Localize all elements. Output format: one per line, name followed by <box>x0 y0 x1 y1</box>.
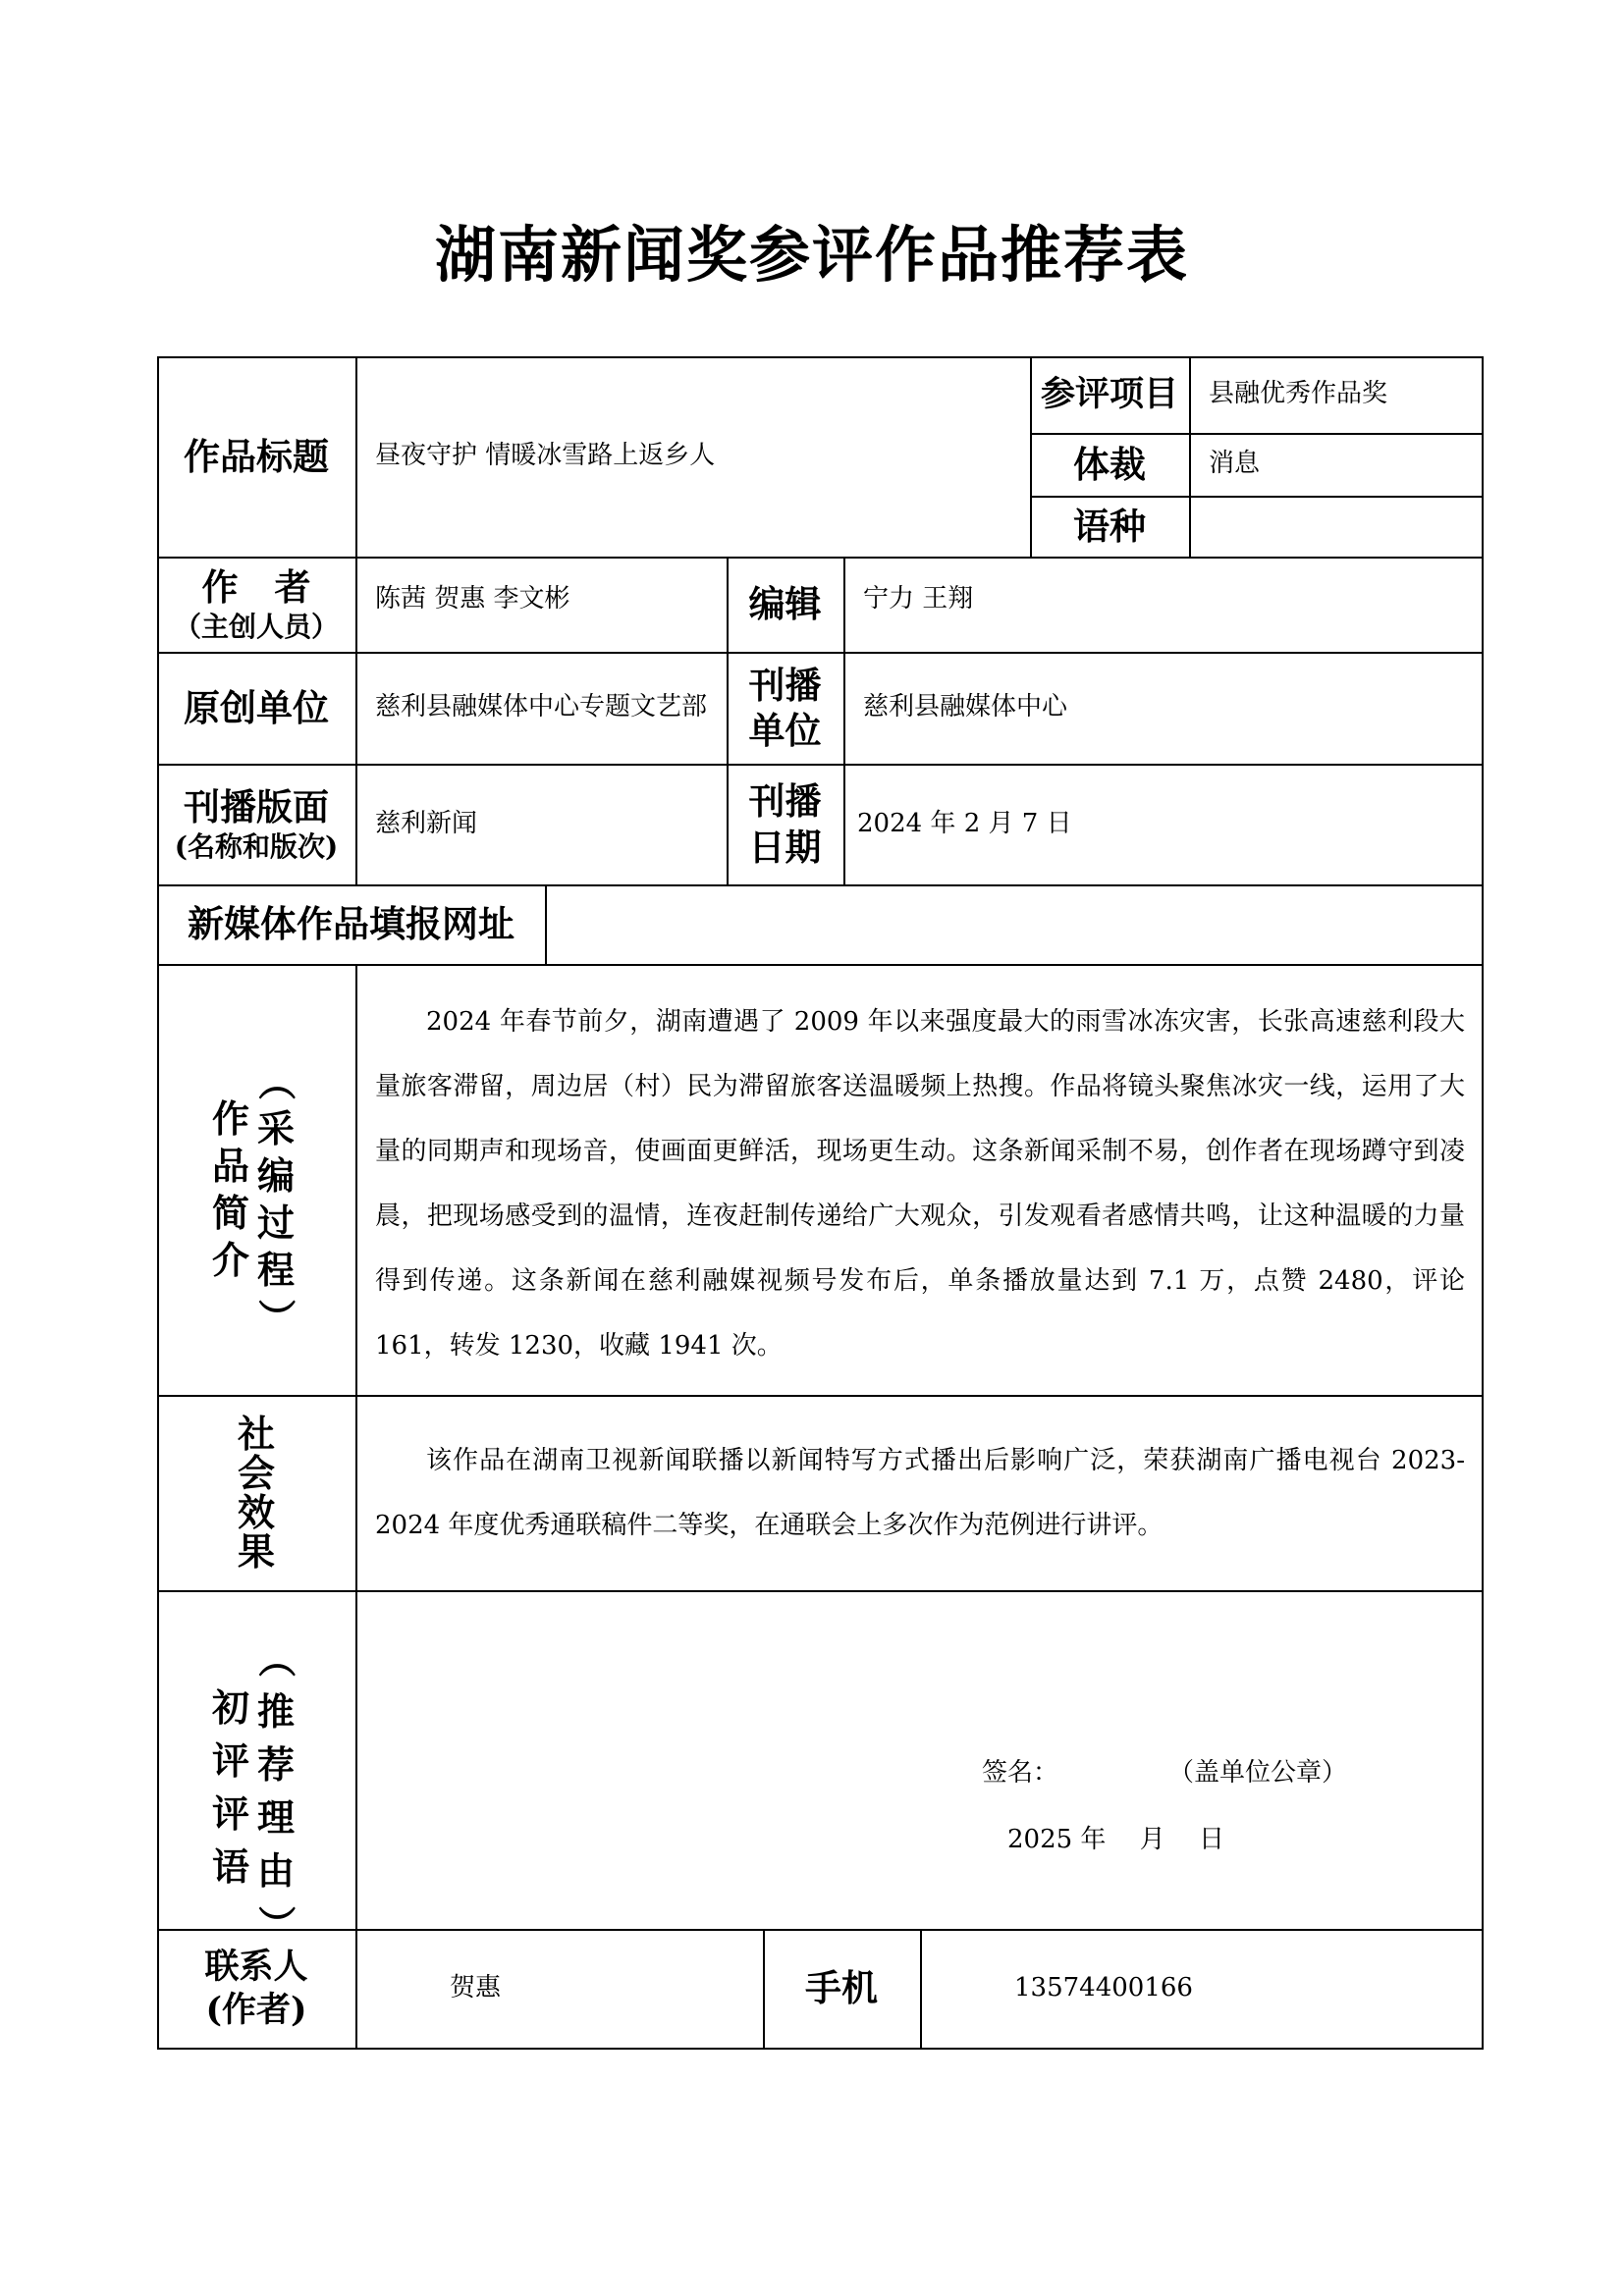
brief-label-col1 <box>208 1058 253 1341</box>
work-title-label <box>157 356 355 557</box>
brief-label-char: 采 <box>256 1106 295 1150</box>
table-border <box>355 964 357 2050</box>
brief-label-columns <box>208 1058 306 1341</box>
publish-unit-label <box>727 652 843 764</box>
seal-label: （盖单位公章） <box>1168 1758 1348 1788</box>
publish-date-label-line2: 日期 <box>748 825 822 869</box>
review-label-char: 推 <box>256 1689 295 1734</box>
review-label-char: ） <box>254 1904 298 1943</box>
publish-section-label-text: 刊播版面 <box>184 784 329 828</box>
review-label-char: 由 <box>256 1848 295 1893</box>
brief-text-block <box>375 989 1465 1378</box>
phone-label: 手机 <box>805 1966 878 2010</box>
social-effect-label-char: 效 <box>237 1490 275 1534</box>
table-border <box>1482 356 1484 2050</box>
language-label: 语种 <box>1073 504 1146 548</box>
work-title-value: 昼夜守护 情暖冰雪路上返乡人 <box>375 441 716 471</box>
brief-label-char: 简 <box>211 1191 249 1235</box>
review-label-columns <box>208 1632 306 1950</box>
language-value <box>1189 496 1482 557</box>
review-label-char: 理 <box>256 1795 295 1840</box>
genre-label: 体裁 <box>1073 442 1146 486</box>
publish-unit-label-line2: 单位 <box>748 709 822 752</box>
brief-label-char: 程 <box>256 1248 295 1292</box>
genre-value: 消息 <box>1209 449 1261 479</box>
review-label-char: 评 <box>211 1738 249 1783</box>
publish-section-sub-label: (名称和版次) <box>174 830 339 864</box>
brief-text: 2024 年春节前夕，湖南遭遇了 2009 年以来强度最大的雨雪冰冻灾害，长张高速慈利段大量旅客滞留，周边居（村）民为滞留旅客送温暖频上热搜。作品将镜头聚焦冰灾一线，运用了大量的同期声和现场音，使画面更鲜活，现场更生动。这条新闻采制不易，创作者在现场蹲守到凌晨，把现场感受到的温情，连夜赶制传递给广大观众，引发观看者感情共鸣，让这种温暖的力量得到传递。这条新闻在慈利融媒视频号发布后，单条播放量达到 7.1 万，点赞 2480，评论 161，转发 1230，收藏 1941 次。 <box>375 1007 1465 1361</box>
author-label-text: 作 者 <box>201 564 311 609</box>
editor-label: 编辑 <box>748 582 822 626</box>
review-label-char: 评 <box>211 1791 249 1836</box>
publish-date-label-line1: 刊播 <box>748 779 822 824</box>
review-label-char: 荐 <box>256 1742 295 1787</box>
brief-label-char: 品 <box>211 1144 249 1188</box>
author-value: 陈茜 贺惠 李文彬 <box>375 584 570 614</box>
publish-unit-value: 慈利县融媒体中心 <box>863 692 1068 722</box>
social-effect-label-char: 会 <box>237 1451 275 1495</box>
original-unit-value: 慈利县融媒体中心专题文艺部 <box>375 692 708 722</box>
review-label-char: 语 <box>211 1844 249 1889</box>
review-label-col2 <box>253 1632 298 1950</box>
contact-value: 贺惠 <box>450 1972 502 2002</box>
recommendation-form <box>157 356 1484 2050</box>
review-label-char: （ <box>254 1639 298 1678</box>
review-label <box>208 1632 306 1950</box>
social-effect-text-block <box>375 1428 1465 1558</box>
editor-value: 宁力 王翔 <box>863 584 974 614</box>
social-effect-text: 该作品在湖南卫视新闻联播以新闻特写方式播出后影响广泛，荣获湖南广播电视台 2023-2024 年度优秀通联稿件二等奖，在通联会上多次作为范例进行讲评。 <box>375 1446 1465 1540</box>
phone-value: 13574400166 <box>1014 1972 1193 2002</box>
publish-date-label <box>727 764 843 884</box>
publish-section-label <box>157 764 355 884</box>
social-effect-label <box>232 1412 281 1574</box>
publish-section-value: 慈利新闻 <box>375 808 478 838</box>
brief-label-char: 作 <box>211 1096 249 1141</box>
brief-label-char: 介 <box>211 1238 249 1282</box>
page-title: 湖南新闻奖参评作品推荐表 <box>434 219 1189 291</box>
work-title-label-text: 作品标题 <box>184 434 329 478</box>
brief-label-col2 <box>253 1058 298 1341</box>
contact-label-text: 联系人 <box>204 1946 308 1987</box>
sign-label: 签名： <box>982 1758 1059 1788</box>
brief-label-char: （ <box>254 1062 298 1100</box>
original-unit-label: 原创单位 <box>184 685 329 729</box>
publish-unit-label-line1: 刊播 <box>748 663 822 707</box>
category-value: 县融优秀作品奖 <box>1209 379 1388 409</box>
brief-label-char: ） <box>254 1298 298 1336</box>
publish-date-value: 2024 年 2 月 7 日 <box>857 808 1072 838</box>
social-effect-label-char: 社 <box>237 1412 275 1456</box>
new-media-url-label: 新媒体作品填报网址 <box>188 902 514 946</box>
social-effect-label-char: 果 <box>237 1529 275 1574</box>
sign-date: 2025 年 月 日 <box>1007 1825 1224 1854</box>
author-sub-label: （主创人员） <box>173 611 339 644</box>
new-media-url-value <box>545 884 1482 964</box>
contact-label <box>157 1929 355 2048</box>
author-label <box>157 557 355 652</box>
review-label-col1 <box>208 1632 253 1950</box>
review-label-char: 初 <box>211 1685 249 1730</box>
brief-label-char: 过 <box>256 1201 295 1245</box>
brief-label-char: 编 <box>256 1153 295 1198</box>
brief-label <box>208 1058 306 1341</box>
category-label: 参评项目 <box>1040 374 1178 415</box>
contact-sub-label: (作者) <box>205 1989 307 2030</box>
